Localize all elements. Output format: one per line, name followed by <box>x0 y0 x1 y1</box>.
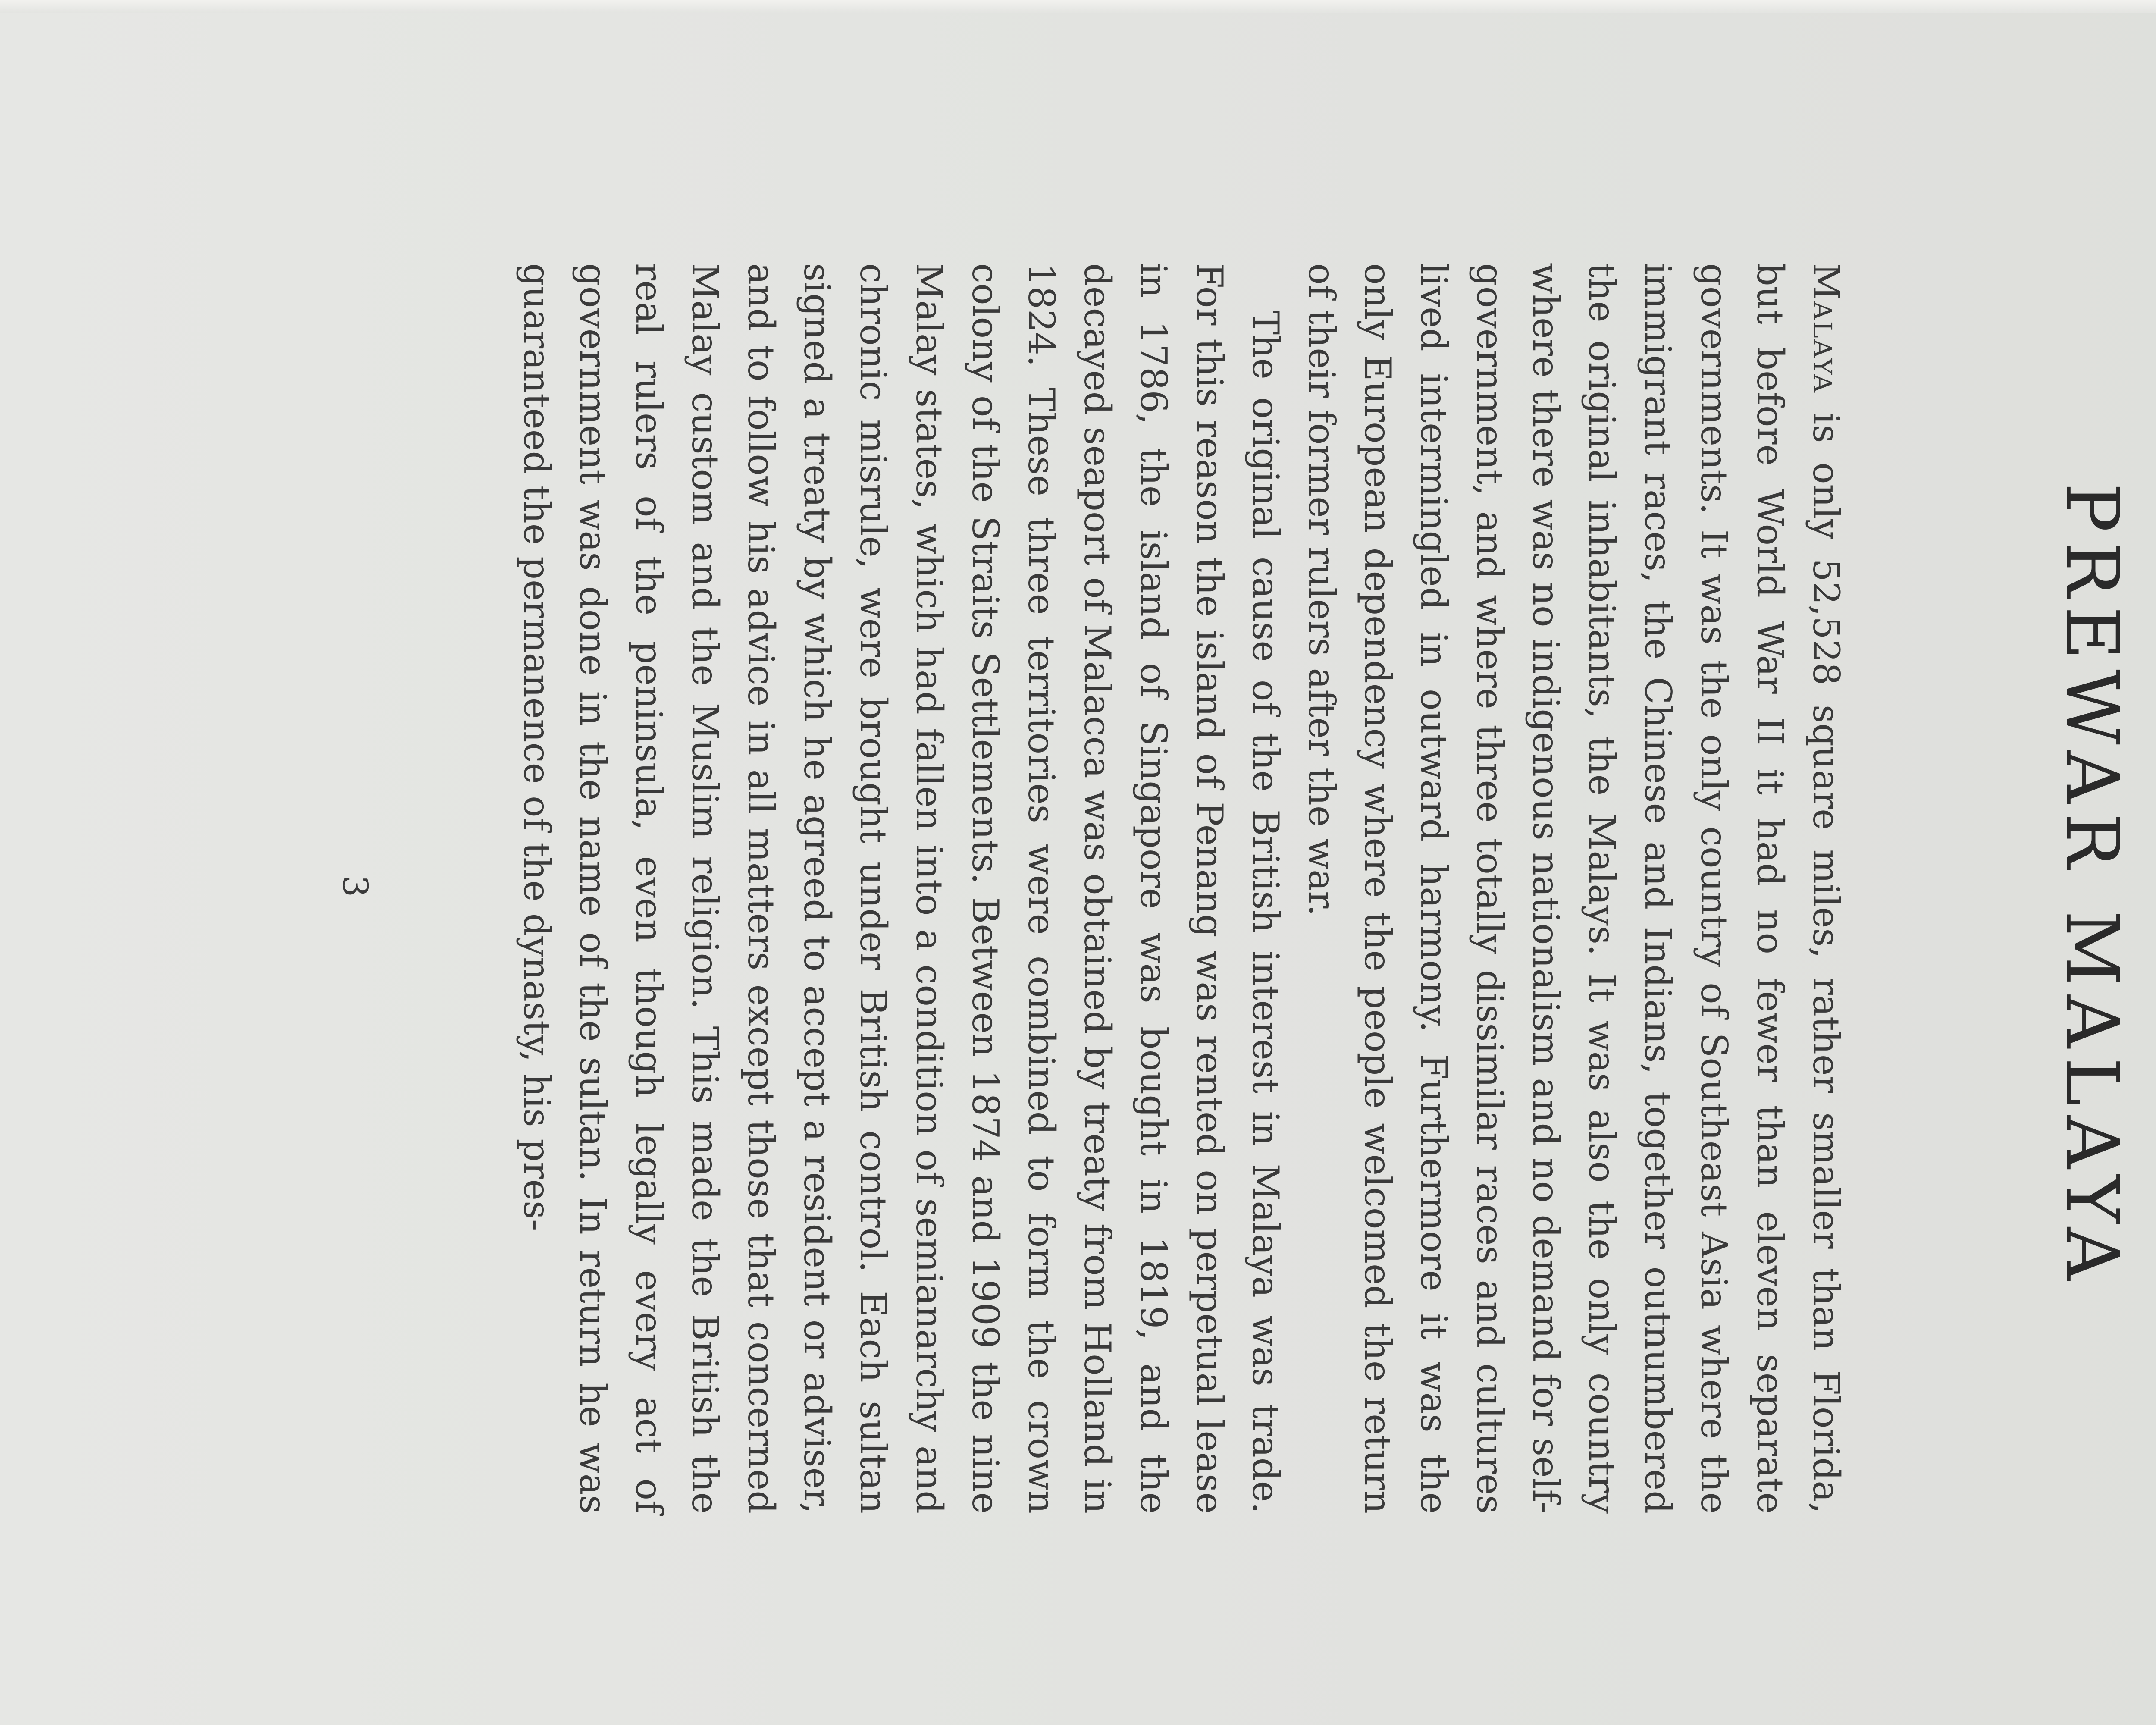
paragraph-1 <box>1294 263 1854 1514</box>
paragraph-1-text: is only 52,528 square miles, rather smaller than Florida, but before World War II it had no fewer than eleven separate governments. It was the only country of Southeast Asia where the immigrant races, the Chinese and Indians, together outnumbered the original inhabitants, the Malays. It was also the only country where there was no indigenous nationalism and no demand for self-government, and where three totally dissimilar races and cultures lived intermingled in outward harmony. Furthermore it was the only European dependency where the people welcomed the return of their former rulers after the war. <box>1300 263 1847 1514</box>
paragraph-2: The original cause of the British interest in Malaya was trade. For this reason the island of Penang was rented on perpetual lease in 1786, the island of Singapore was bought in 1819, and the decayed seaport of Malacca was obtained by treaty from Holland in 1824. These three territories were combined to form the crown colony of the Straits Settlements. Between 1874 and 1909 the nine Malay states, which had fallen into a condition of semianarchy and chronic misrule, were brought under British control. Each sultan signed a treaty by which he agreed to accept a resident or adviser, and to follow his advice in all matters except those that concerned Malay custom and the Muslim religion. This made the British the real rulers of the peninsula, even though legally every act of government was done in the name of the sultan. In return he was guaranteed the permanence of the dynasty, his pres- <box>516 263 1287 1514</box>
page-content <box>164 99 2156 1673</box>
paragraph-1-lead-word: Malaya <box>1805 263 1847 394</box>
book-top-edge <box>0 0 2156 13</box>
chapter-title: PREWAR MALAYA <box>2049 483 2134 1290</box>
book-page <box>164 99 2156 1673</box>
page-number: 3 <box>335 875 375 897</box>
body-text <box>509 263 1854 1514</box>
